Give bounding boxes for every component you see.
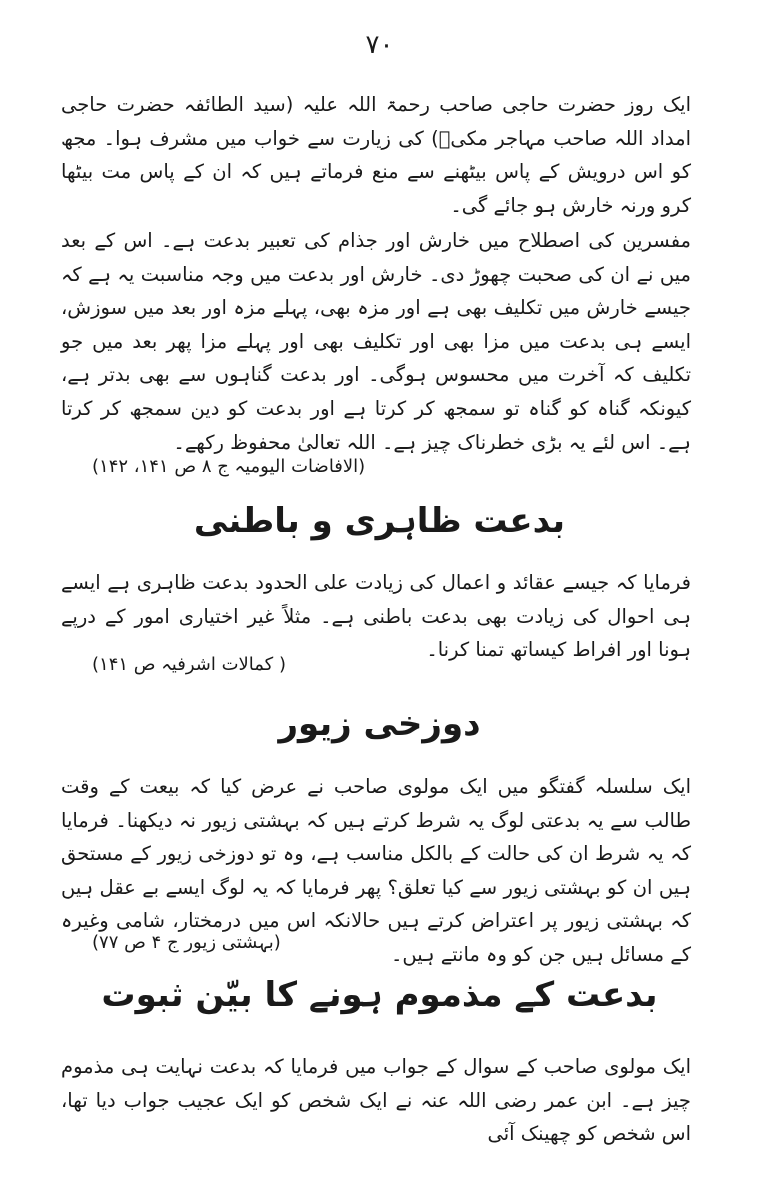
- heading-dozakhi-zewar: دوزخی زیور: [278, 704, 481, 744]
- reference-ifazat: (الافاضات الیومیہ ج ۸ ص ۱۴۱، ۱۴۲): [92, 456, 366, 477]
- paragraph-ibn-umar: ایک مولوی صاحب کے سوال کے جواب میں فرمایا کہ بدعت نہایت ہی مذموم چیز ہے۔ ابن عمر رضی اللہ عنہ نے ایک شخص کو ایک عجیب جواب دیا تھا، اس شخص کو چھینک آئی: [61, 1055, 691, 1146]
- page-number: ٧٠: [365, 30, 394, 60]
- paragraph-zahiri-batini: فرمایا کہ جیسے عقائد و اعمال کی زیادت علی الحدود بدعت ظاہری ہے ایسے ہی احوال کی زیادت بھی بدعت باطنی ہے۔ مثلاً غیر اختیاری امور کے درپے ہونا اور افراط کیساتھ تمنا کرنا۔: [61, 571, 691, 662]
- reference-bahishti-zewar: (بہشتی زیور ج ۴ ص ۷۷): [92, 932, 281, 953]
- paragraph-dream: ایک روز حضرت حاجی صاحب رحمۃ اللہ علیہ (سید الطائفہ حضرت حاجی امداد اللہ صاحب مہاجر مکیؒ) کی زیارت سے خواب میں مشرف ہوا۔ مجھ کو اس درویش کے پاس بیٹھنے سے منع فرماتے ہیں کہ ان کے پاس مت بیٹھا کرو ورنہ خارش ہو جائے گی۔: [61, 93, 691, 217]
- heading-bidat-mazmoom: بدعت کے مذموم ہونے کا بیّن ثبوت: [101, 975, 658, 1015]
- heading-bidat-zahiri-batini: بدعت ظاہری و باطنی: [193, 501, 566, 541]
- reference-kamalat: ( کمالات اشرفیہ ص ۱۴۱): [92, 654, 286, 675]
- paragraph-dozakhi-zewar: ایک سلسلہ گفتگو میں ایک مولوی صاحب نے عرض کیا کہ بیعت کے وقت طالب سے یہ بدعتی لوگ یہ شرط کرتے ہیں کہ بہشتی زیور نہ دیکھنا۔ فرمایا کہ یہ شرط ان کی حالت کے بالکل مناسب ہے، وہ تو دوزخی زیور کے مستحق ہیں ان کو بہشتی زیور سے کیا تعلق؟ پھر فرمایا کہ یہ لوگ ایسے بے عقل ہیں کہ بہشتی زیور پر اعتراض کرتے ہیں حالانکہ اس میں درمختار، شامی وغیرہ کے مسائل ہیں جن کو وہ مانتے ہیں۔: [61, 775, 691, 966]
- paragraph-mufassireen: مفسرین کی اصطلاح میں خارش اور جذام کی تعبیر بدعت ہے۔ اس کے بعد میں نے ان کی صحبت چھوڑ دی۔ خارش اور بدعت میں وجہ مناسبت یہ ہے کہ جیسے خارش میں تکلیف بھی ہے اور مزہ بھی، پہلے مزہ اور بعد میں سوزش، ایسے ہی بدعت میں مزا بھی اور تکلیف بھی اور پہلے مزا پھر بعد میں جو تکلیف کہ آخرت میں محسوس ہوگی۔ اور بدعت گناہوں سے بھی بدتر ہے، کیونکہ گناہ کو گناہ تو سمجھ کر کرتا ہے اور بدعت کو دین سمجھ کر کرتا ہے۔ اس لئے یہ بڑی خطرناک چیز ہے۔ اللہ تعالیٰ محفوظ رکھے۔: [61, 229, 691, 454]
